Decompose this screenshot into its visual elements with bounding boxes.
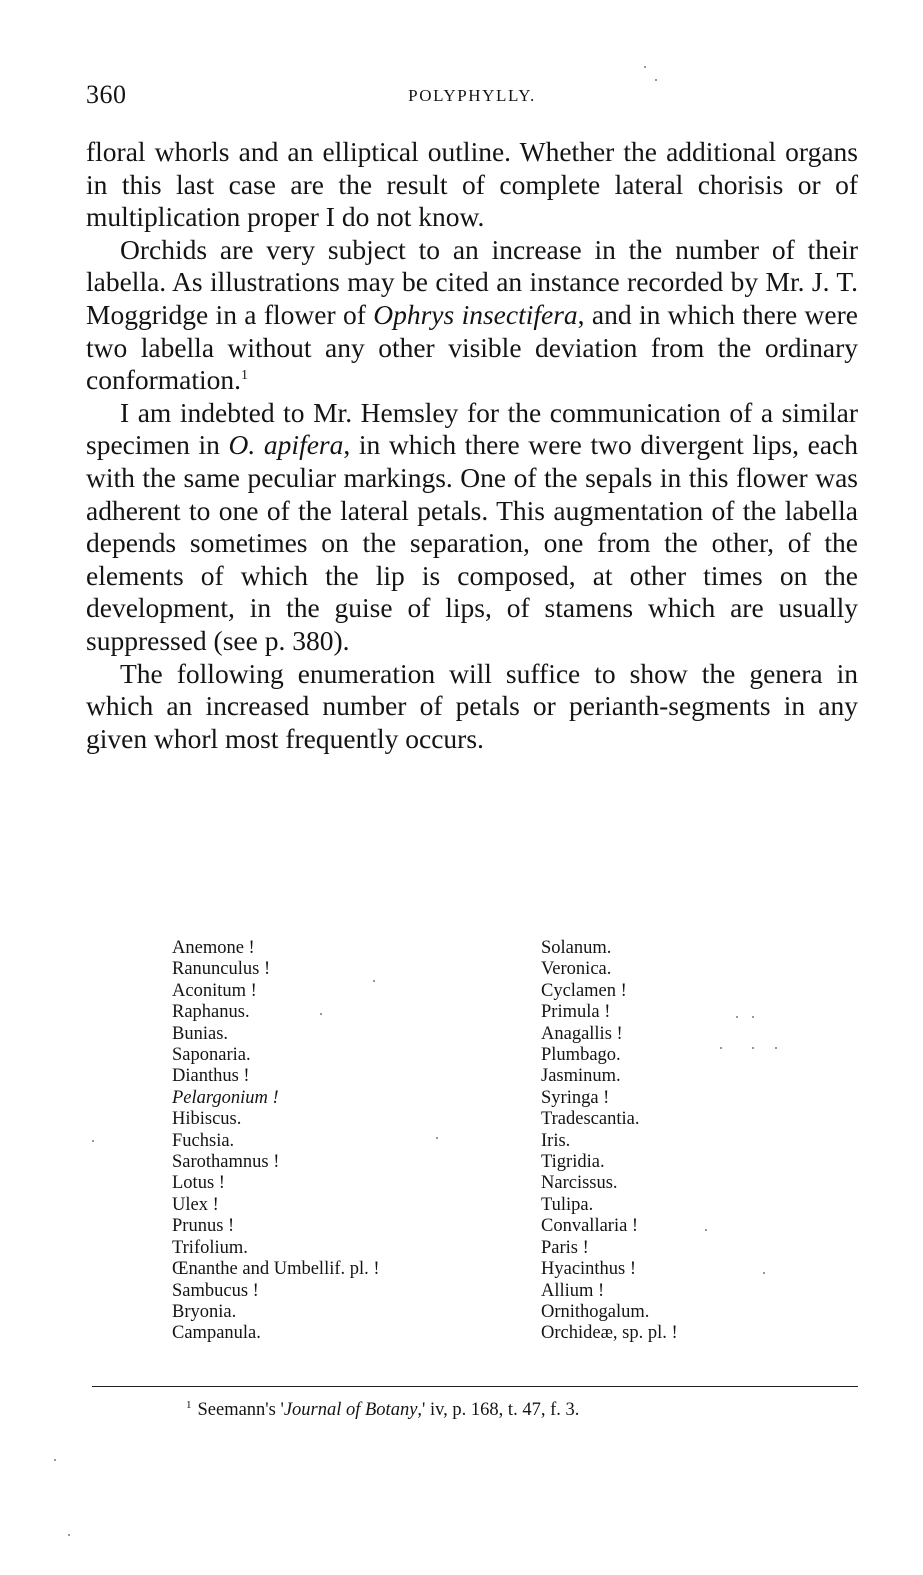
paragraph-3-text-b: , in which there were two divergent lips, each with the same peculiar markings. One of the sepals in this flower was adherent to one of the lateral petals. This augmentation of the labella depends sometimes on the separation, one from the other, of the elements of which the lip is composed, at other times on the development, in the guise of lips, of stamens which are usually suppressed (see p. 380). [86, 429, 858, 656]
genus-entry: Anemone ! [172, 938, 255, 958]
genus-entry: Veronica. [541, 959, 612, 980]
genera-column-right [541, 938, 781, 1345]
scan-speck [763, 1272, 765, 1274]
paragraph-3-text-a: I am indebted to Mr. Hemsley for the communication of a similar specimen in [86, 396, 858, 461]
footnote-journal-title: Journal of Botany [283, 1400, 418, 1420]
genus-entry: Jasminum. [541, 1066, 621, 1087]
scan-speck [92, 1140, 94, 1142]
paragraph-2-text-b: , and in which there were two labella without any other visible deviation from the ordinary conformation. [86, 298, 858, 396]
genus-entry: Anagallis ! [541, 1023, 623, 1044]
genus-entry: Ulex ! [172, 1194, 219, 1215]
paragraph-3 [86, 397, 858, 658]
genus-entry: Dianthus ! [172, 1066, 250, 1087]
genus-entry: Iris. [541, 1130, 571, 1151]
scan-speck [752, 1047, 754, 1049]
genus-entry: Sarothamnus ! [172, 1152, 280, 1173]
footnote-text-b: ,' iv, p. 168, t. 47, f. 3. [417, 1400, 580, 1420]
footnote-mark: 1 [186, 1398, 192, 1411]
scan-speck [373, 980, 375, 982]
genus-entry: Ranunculus ! [172, 959, 271, 980]
scan-speck [655, 79, 657, 81]
genus-entry: Raphanus. [172, 1002, 250, 1023]
running-title: POLYPHYLLY. [408, 86, 536, 105]
scan-speck [752, 1016, 754, 1018]
genus-entry: Campanula. [172, 1323, 261, 1344]
scan-speck [644, 66, 646, 68]
scan-speck [320, 1013, 322, 1015]
genus-entry: Hyacinthus ! [541, 1259, 637, 1280]
genus-entry: Narcissus. [541, 1173, 618, 1194]
genus-entry: Lotus ! [172, 1173, 225, 1194]
genus-entry: Saponaria. [172, 1045, 251, 1066]
paragraph-1: floral whorls and an elliptical outline. Whether the additional organs in this last case are the result of complete lateral chorisis or of multiplication proper I do not know. [86, 136, 858, 233]
genus-entry: Trifolium. [172, 1237, 248, 1258]
scan-speck [720, 1047, 722, 1049]
genus-entry: Œnanthe and Umbellif. pl. ! [172, 1259, 380, 1280]
footnote [186, 1400, 579, 1421]
genus-entry: Solanum. [541, 938, 612, 958]
genus-entry: Prunus ! [172, 1216, 235, 1237]
genus-entry: Sambucus ! [172, 1280, 259, 1301]
scan-speck [775, 1047, 777, 1049]
page-number: 360 [86, 80, 127, 109]
genera-column-left [172, 938, 512, 1345]
scan-speck [68, 1534, 70, 1536]
genus-entry: Tradescantia. [541, 1109, 640, 1130]
genus-entry: Pelargonium ! [172, 1087, 279, 1108]
species-name-ophrys: Ophrys insectifera [373, 298, 578, 330]
paragraph-2 [86, 234, 858, 397]
species-name-apifera: O. apifera [228, 429, 344, 461]
footnote-text-a: Seemann's ' [197, 1400, 284, 1420]
scan-speck [54, 1459, 56, 1461]
scan-speck [736, 1016, 738, 1018]
genus-entry: Ornithogalum. [541, 1301, 650, 1322]
scan-speck [436, 1137, 438, 1139]
genus-entry: Tulipa. [541, 1194, 594, 1215]
genus-entry: Allium ! [541, 1280, 605, 1301]
genus-entry: Paris ! [541, 1237, 589, 1258]
genus-entry: Hibiscus. [172, 1109, 242, 1130]
paragraph-4: The following enumeration will suffice to show the genera in which an increased number of petals or perianth-segments in any given whorl most frequently occurs. [86, 657, 858, 754]
genus-entry: Bunias. [172, 1023, 229, 1044]
genus-entry: Orchideæ, sp. pl. ! [541, 1323, 678, 1344]
footnote-reference[interactable]: 1 [241, 368, 249, 383]
footnote-divider [92, 1386, 858, 1387]
genus-entry: Fuchsia. [172, 1130, 235, 1151]
genus-entry: Cyclamen ! [541, 980, 627, 1001]
genus-entry: Bryonia. [172, 1301, 237, 1322]
genus-entry: Plumbago. [541, 1045, 621, 1066]
scan-speck [705, 1229, 707, 1231]
genus-entry: Convallaria ! [541, 1216, 639, 1237]
genus-entry: Aconitum ! [172, 980, 257, 1001]
paragraph-2-text-a: Orchids are very subject to an increase in the number of their labella. As illustrations may be cited an instance recorded by Mr. J. T. Moggridge in a flower of [86, 233, 858, 330]
running-header [86, 80, 858, 120]
main-text [86, 136, 858, 755]
genus-entry: Syringa ! [541, 1087, 610, 1108]
genus-entry: Primula ! [541, 1002, 611, 1023]
genus-entry: Tigridia. [541, 1152, 605, 1173]
